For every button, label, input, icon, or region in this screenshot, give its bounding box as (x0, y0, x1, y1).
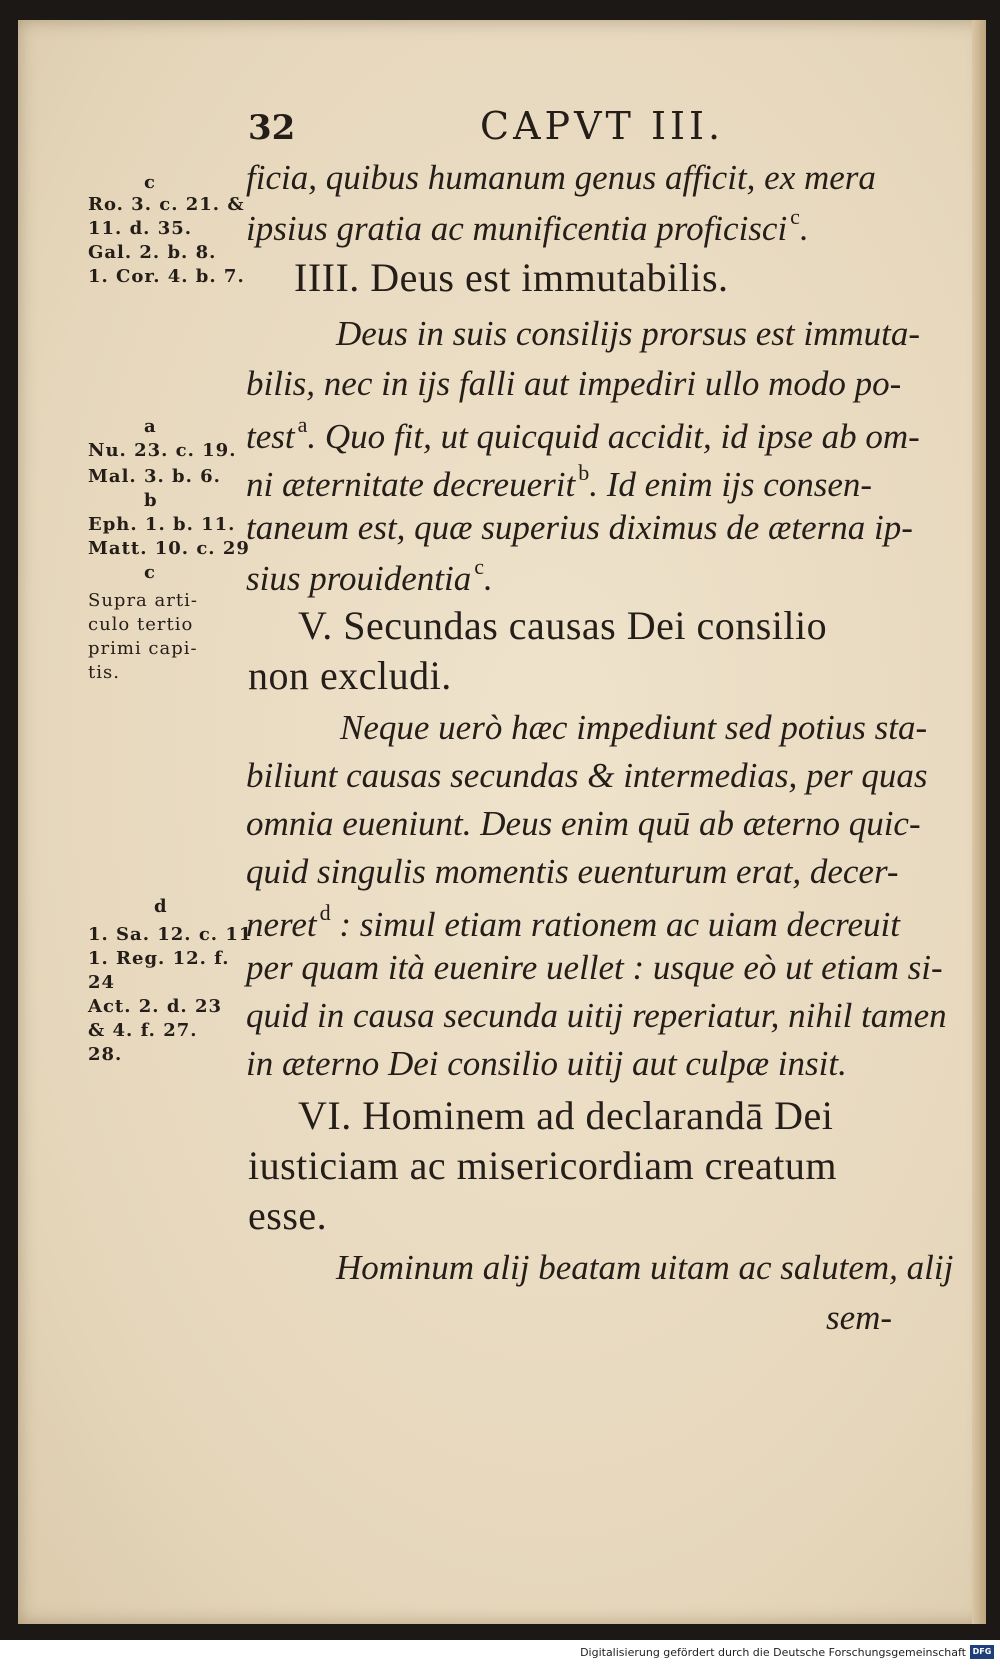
margin-note-line: 1. Cor. 4. b. 7. (88, 266, 245, 287)
section-heading: non excludi. (248, 653, 452, 698)
text-line: biliunt causas secundas & intermedias, per quas (246, 756, 928, 795)
margin-note-line: Gal. 2. b. 8. (88, 242, 217, 263)
text-line: quid singulis momentis euenturum erat, decer- (246, 852, 899, 891)
margin-ref-letter: d (154, 896, 167, 917)
footer-bar (0, 1640, 1000, 1666)
page-number: 32 (248, 108, 296, 148)
margin-note-line: 24 (88, 972, 116, 993)
margin-note-line: Supra arti- (88, 590, 198, 611)
footnote-ref: c (474, 554, 485, 579)
page-header (18, 104, 986, 148)
footnote-ref: a (297, 412, 308, 437)
margin-note-line: 1. Reg. 12. f. (88, 948, 230, 969)
margin-ref-letter: c (144, 172, 155, 193)
margin-note-line: Act. 2. d. 23 (88, 996, 222, 1017)
margin-note-line: Nu. 23. c. 19. (88, 440, 237, 461)
margin-note-line: Eph. 1. b. 11. (88, 514, 236, 535)
text-line: bilis, nec in ijs falli aut impediri ullo modo po- (246, 364, 902, 403)
margin-note-line: culo tertio (88, 614, 194, 635)
margin-note-line: 1. Sa. 12. c. 11 (88, 924, 253, 945)
footnote-ref: b (578, 460, 590, 485)
book-page (18, 20, 986, 1624)
text-line: taneum est, quæ superius diximus de æterna ip- (246, 508, 913, 547)
margin-note-line: & 4. f. 27. (88, 1020, 198, 1041)
margin-note-line: primi capi- (88, 638, 198, 659)
section-heading: IIII. Deus est immutabilis. (294, 255, 729, 300)
text-line: per quam ità euenire uellet : usque eò ut etiam si- (246, 948, 943, 987)
catchword: sem- (826, 1298, 893, 1337)
margin-note-line: Matt. 10. c. 29 (88, 538, 250, 559)
text-line: Neque uerò hæc impediunt sed potius sta- (340, 708, 928, 747)
footnote-ref: c (790, 204, 800, 229)
margin-note-line: 11. d. 35. (88, 218, 193, 239)
margin-note-line: Mal. 3. b. 6. (88, 466, 221, 487)
margin-ref-letter: c (144, 562, 155, 583)
section-heading: VI. Hominem ad declarandā Dei (298, 1093, 834, 1138)
footnote-ref: d (319, 900, 331, 925)
text-line: in æterno Dei consilio uitij aut culpæ insit. (246, 1044, 847, 1083)
margin-ref-letter: b (144, 490, 157, 511)
running-head: CAPVT III. (480, 104, 725, 148)
text-line: neret $^d$ : simul etiam rationem ac uiam decreuit (246, 900, 900, 944)
page-edge (972, 20, 986, 1624)
margin-note-line: Ro. 3. c. 21. & (88, 194, 245, 215)
text-line: test $^a$. Quo fit, ut quicquid accidit, id ipse ab om- (246, 412, 920, 456)
text-line: sius prouidentia $^c$. (246, 554, 493, 598)
text-line: ficia, quibus humanum genus afficit, ex mera (246, 158, 876, 197)
dfg-logo: DFG (970, 1645, 994, 1659)
section-heading: iusticiam ac misericordiam creatum (248, 1143, 837, 1188)
margin-note-line: 28. (88, 1044, 123, 1065)
funding-credit: Digitalisierung gefördert durch die Deutsche Forschungsgemeinschaft (580, 1646, 966, 1659)
section-heading: esse. (248, 1193, 328, 1238)
section-heading: V. Secundas causas Dei consilio (298, 603, 828, 648)
text-line: Deus in suis consilijs prorsus est immuta- (336, 314, 921, 353)
text-line: quid in causa secunda uitij reperiatur, nihil tamen (246, 996, 947, 1035)
text-line: ipsius gratia ac munificentia proficisci $^c$. (246, 204, 809, 248)
margin-ref-letter: a (144, 416, 156, 437)
margin-note-line: tis. (88, 662, 120, 683)
text-line: omnia eueniunt. Deus enim quū ab æterno quic- (246, 804, 921, 843)
text-line: Hominum alij beatam uitam ac salutem, alij (336, 1248, 954, 1287)
text-line: ni æternitate decreuerit $^b$. Id enim ijs consen- (246, 460, 873, 504)
